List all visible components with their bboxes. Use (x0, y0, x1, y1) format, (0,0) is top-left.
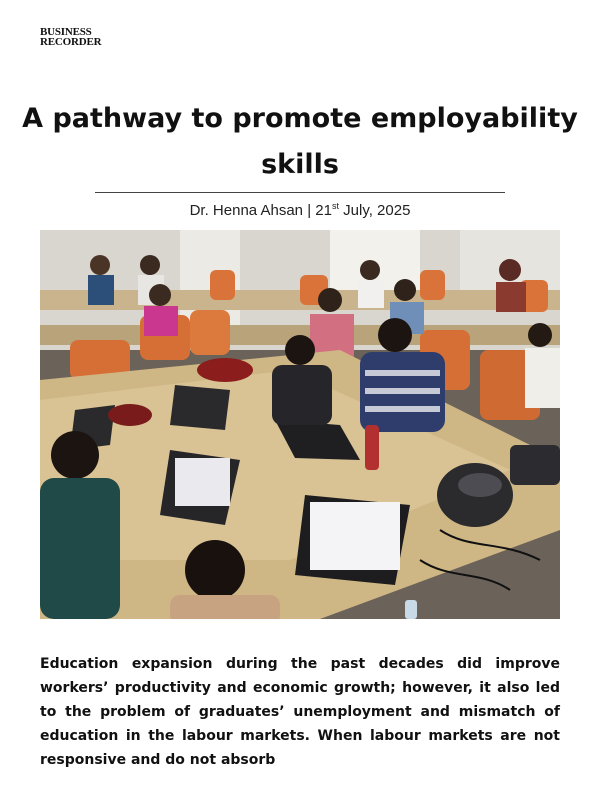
date-suffix: st (331, 201, 339, 211)
publish-date (315, 202, 410, 219)
office-photo-illustration (40, 230, 560, 619)
masthead-line-1: BUSINESS (40, 26, 92, 38)
date-rest: July, 2025 (343, 202, 411, 219)
article-body: Education expansion during the past decades did improve workers’ productivity and economic growth; however, it also led to the problem of graduates’ unemployment and mismatch of education in the labour markets. When labour markets are not responsive and do not absorb (40, 656, 560, 768)
byline-separator: | (307, 202, 312, 219)
article-photo (40, 230, 560, 619)
article-title: A pathway to promote employability skills (22, 103, 578, 180)
byline (0, 201, 600, 219)
author-name: Dr. Henna Ahsan (189, 202, 304, 219)
title-divider (95, 192, 505, 193)
masthead-line-2: RECORDER (40, 36, 102, 48)
masthead-logo (40, 27, 101, 47)
date-day: 21 (315, 202, 332, 219)
